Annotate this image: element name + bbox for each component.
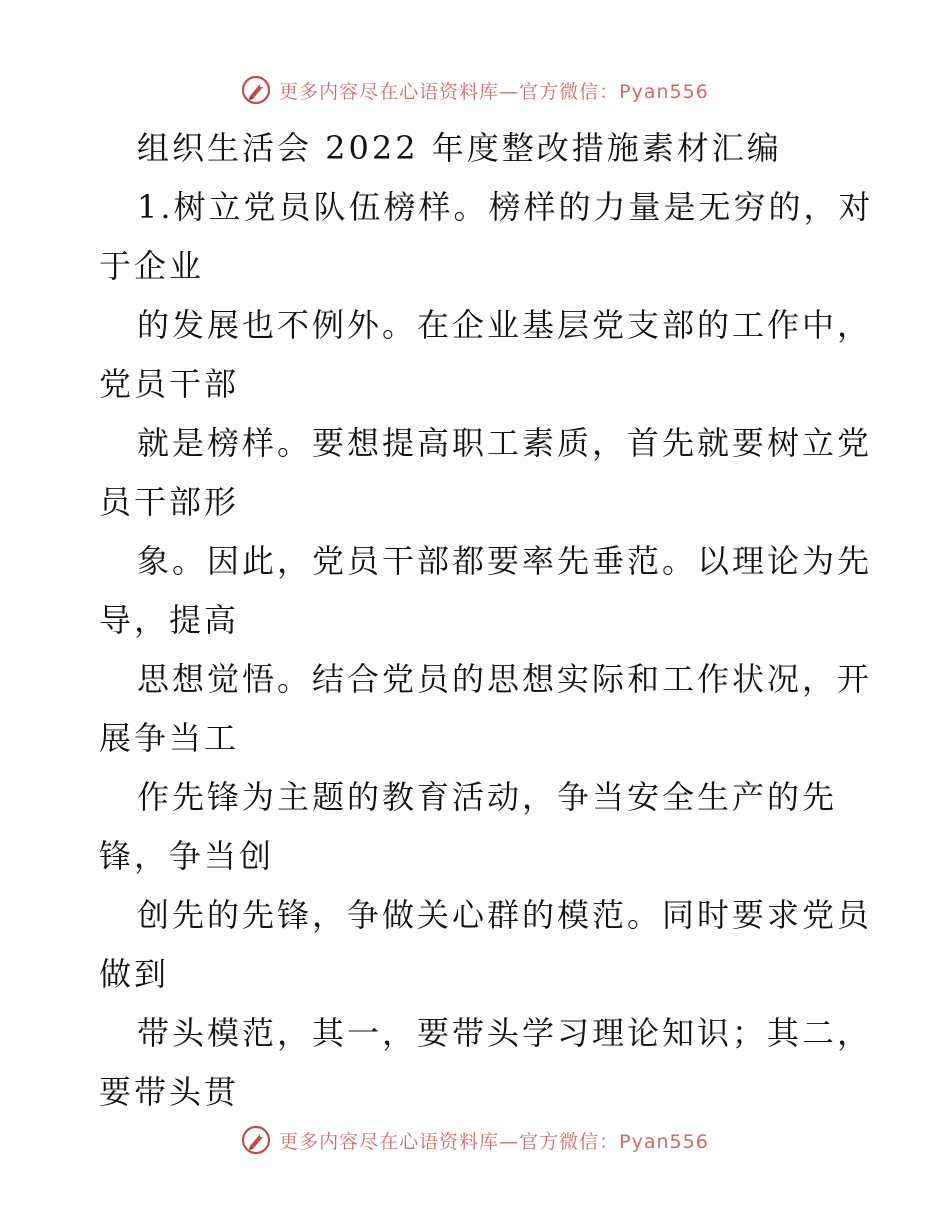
paragraph-line: 的发展也不例外。在企业基层党支部的工作中， [137,306,873,344]
header-watermark-banner [0,70,950,110]
paragraph-line: 象。因此，党员干部都要率先垂范。以理论为先 [137,542,873,580]
footer-watermark-banner [0,1120,950,1160]
paragraph-line: 作先锋为主题的教育活动，争当安全生产的先 [137,778,838,816]
paragraph-line: 展争当工 [99,719,240,757]
paragraph-line: 1.树立党员队伍榜样。榜样的力量是无穷的，对 [137,188,874,226]
paragraph-line: 导，提高 [99,601,240,639]
pen-nib-logo-icon [241,1125,271,1155]
document-title: 组织生活会 2022 年度整改措施素材汇编 [137,129,782,167]
paragraph-line: 锋，争当创 [99,837,275,875]
paragraph-line: 创先的先锋，争做关心群的模范。同时要求党员 [137,896,873,934]
watermark-text: 更多内容尽在心语资料库—官方微信：Pyan556 [279,1130,709,1153]
paragraph-line: 带头模范，其一，要带头学习理论知识；其二， [137,1014,873,1052]
paragraph-line: 要带头贯 [99,1073,240,1111]
pen-nib-logo-icon [241,75,271,105]
paragraph-line: 就是榜样。要想提高职工素质，首先就要树立党 [137,424,873,462]
paragraph-line: 党员干部 [99,365,240,403]
paragraph-line: 思想觉悟。结合党员的思想实际和工作状况，开 [137,660,873,698]
paragraph-line: 做到 [99,955,170,993]
paragraph-line: 于企业 [99,247,205,285]
paragraph-line: 员干部形 [99,483,240,521]
watermark-text: 更多内容尽在心语资料库—官方微信：Pyan556 [279,80,709,103]
